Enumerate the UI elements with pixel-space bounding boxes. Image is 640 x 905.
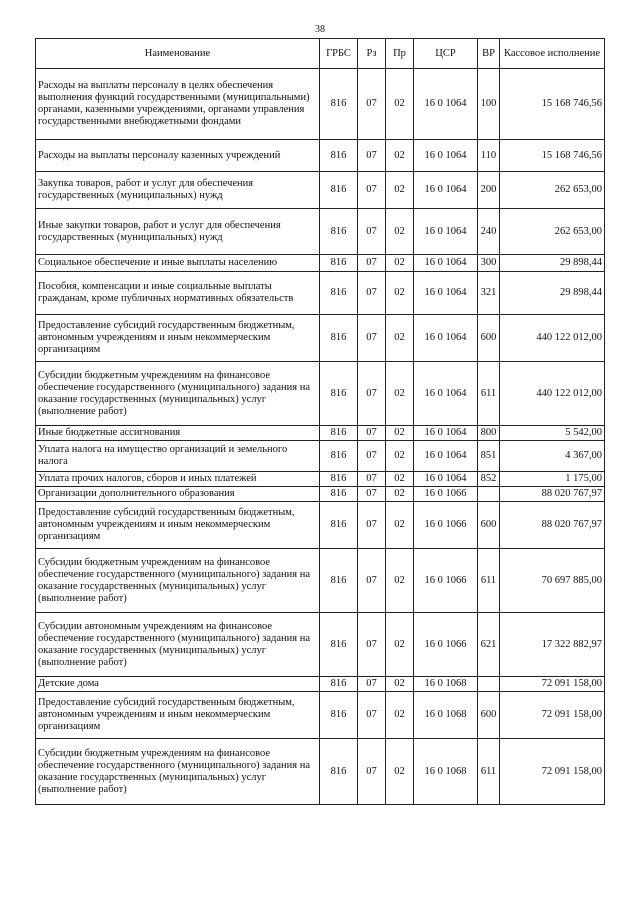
cell-amount: 70 697 885,00 [500,549,605,613]
cell-rz: 07 [358,140,386,172]
cell-name: Субсидии бюджетным учреждениям на финансовое обеспечение государственного (муниципального) задания на оказание государственных (муниципальных) услуг (выполнение работ) [36,739,320,805]
cell-amount: 15 168 746,56 [500,69,605,140]
cell-vr: 321 [478,272,500,315]
cell-vr: 611 [478,362,500,426]
cell-amount: 17 322 882,97 [500,613,605,677]
header-rz: Рз [358,39,386,69]
cell-vr: 240 [478,209,500,255]
cell-pr: 02 [386,140,414,172]
cell-pr: 02 [386,172,414,209]
cell-csr: 16 0 1068 [414,677,478,692]
cell-csr: 16 0 1064 [414,426,478,441]
cell-grbs: 816 [320,472,358,487]
cell-name: Предоставление субсидий государственным бюджетным, автономным учреждениям и иным некоммерческим организациям [36,692,320,739]
cell-csr: 16 0 1064 [414,140,478,172]
cell-grbs: 816 [320,69,358,140]
cell-csr: 16 0 1064 [414,172,478,209]
cell-rz: 07 [358,426,386,441]
cell-rz: 07 [358,677,386,692]
table-row [36,140,605,172]
table-row [36,172,605,209]
cell-pr: 02 [386,472,414,487]
header-amount: Кассовое исполнение [500,39,605,69]
cell-name: Пособия, компенсации и иные социальные выплаты гражданам, кроме публичных нормативных обязательств [36,272,320,315]
table-row [36,549,605,613]
table-row [36,255,605,272]
cell-rz: 07 [358,315,386,362]
cell-grbs: 816 [320,487,358,502]
cell-name: Уплата прочих налогов, сборов и иных платежей [36,472,320,487]
cell-csr: 16 0 1066 [414,502,478,549]
cell-vr: 300 [478,255,500,272]
header-csr: ЦСР [414,39,478,69]
cell-pr: 02 [386,549,414,613]
cell-vr: 800 [478,426,500,441]
table-row [36,472,605,487]
cell-grbs: 816 [320,739,358,805]
cell-pr: 02 [386,272,414,315]
cell-pr: 02 [386,613,414,677]
cell-csr: 16 0 1064 [414,472,478,487]
table-row [36,69,605,140]
table-row [36,362,605,426]
table-row [36,677,605,692]
cell-pr: 02 [386,739,414,805]
cell-amount: 4 367,00 [500,441,605,472]
cell-vr: 851 [478,441,500,472]
cell-rz: 07 [358,209,386,255]
cell-name: Субсидии бюджетным учреждениям на финансовое обеспечение государственного (муниципального) задания на оказание государственных (муниципальных) услуг (выполнение работ) [36,549,320,613]
cell-csr: 16 0 1064 [414,315,478,362]
cell-csr: 16 0 1064 [414,69,478,140]
cell-name: Предоставление субсидий государственным бюджетным, автономным учреждениям и иным некоммерческим организациям [36,502,320,549]
cell-rz: 07 [358,255,386,272]
cell-name: Расходы на выплаты персоналу в целях обеспечения выполнения функций государственными (муниципальными) органами, казенными учреждениями, органами управления государственными внебюджетными фондами [36,69,320,140]
cell-rz: 07 [358,502,386,549]
cell-csr: 16 0 1064 [414,209,478,255]
cell-pr: 02 [386,692,414,739]
cell-vr [478,677,500,692]
cell-amount: 440 122 012,00 [500,315,605,362]
cell-vr: 611 [478,739,500,805]
cell-csr: 16 0 1064 [414,255,478,272]
cell-name: Субсидии бюджетным учреждениям на финансовое обеспечение государственного (муниципального) задания на оказание государственных (муниципальных) услуг (выполнение работ) [36,362,320,426]
cell-vr: 852 [478,472,500,487]
cell-rz: 07 [358,613,386,677]
header-pr: Пр [386,39,414,69]
cell-grbs: 816 [320,677,358,692]
cell-amount: 72 091 158,00 [500,739,605,805]
cell-grbs: 816 [320,362,358,426]
table-row [36,272,605,315]
cell-pr: 02 [386,315,414,362]
cell-amount: 29 898,44 [500,255,605,272]
cell-rz: 07 [358,69,386,140]
header-vr: ВР [478,39,500,69]
cell-csr: 16 0 1064 [414,362,478,426]
table-row [36,441,605,472]
cell-grbs: 816 [320,140,358,172]
cell-amount: 72 091 158,00 [500,692,605,739]
cell-csr: 16 0 1064 [414,441,478,472]
cell-grbs: 816 [320,502,358,549]
cell-amount: 88 020 767,97 [500,487,605,502]
cell-csr: 16 0 1068 [414,739,478,805]
cell-vr: 100 [478,69,500,140]
cell-csr: 16 0 1064 [414,272,478,315]
cell-rz: 07 [358,487,386,502]
cell-csr: 16 0 1066 [414,613,478,677]
table-row [36,315,605,362]
budget-table [35,38,605,805]
cell-amount: 29 898,44 [500,272,605,315]
cell-csr: 16 0 1068 [414,692,478,739]
table-row [36,209,605,255]
cell-csr: 16 0 1066 [414,549,478,613]
cell-pr: 02 [386,209,414,255]
cell-pr: 02 [386,255,414,272]
cell-name: Социальное обеспечение и иные выплаты населению [36,255,320,272]
cell-pr: 02 [386,502,414,549]
cell-grbs: 816 [320,315,358,362]
cell-rz: 07 [358,739,386,805]
cell-rz: 07 [358,472,386,487]
cell-name: Иные бюджетные ассигнования [36,426,320,441]
cell-pr: 02 [386,677,414,692]
cell-rz: 07 [358,549,386,613]
cell-grbs: 816 [320,441,358,472]
cell-grbs: 816 [320,549,358,613]
cell-pr: 02 [386,362,414,426]
cell-amount: 72 091 158,00 [500,677,605,692]
cell-name: Уплата налога на имущество организаций и земельного налога [36,441,320,472]
cell-name: Закупка товаров, работ и услуг для обеспечения государственных (муниципальных) нужд [36,172,320,209]
header-name: Наименование [36,39,320,69]
cell-csr: 16 0 1066 [414,487,478,502]
page-number: 38 [315,24,325,35]
cell-vr: 110 [478,140,500,172]
cell-amount: 5 542,00 [500,426,605,441]
cell-amount: 1 175,00 [500,472,605,487]
table-row [36,692,605,739]
cell-amount: 88 020 767,97 [500,502,605,549]
cell-grbs: 816 [320,172,358,209]
cell-grbs: 816 [320,209,358,255]
cell-vr: 621 [478,613,500,677]
cell-amount: 15 168 746,56 [500,140,605,172]
cell-grbs: 816 [320,426,358,441]
cell-name: Расходы на выплаты персоналу казенных учреждений [36,140,320,172]
cell-name: Детские дома [36,677,320,692]
cell-rz: 07 [358,362,386,426]
cell-rz: 07 [358,272,386,315]
cell-amount: 440 122 012,00 [500,362,605,426]
table-row [36,613,605,677]
cell-rz: 07 [358,692,386,739]
cell-vr: 600 [478,502,500,549]
cell-grbs: 816 [320,255,358,272]
cell-vr: 600 [478,692,500,739]
header-row [36,39,605,69]
header-grbs: ГРБС [320,39,358,69]
table-row [36,502,605,549]
table-row [36,487,605,502]
cell-pr: 02 [386,69,414,140]
table-row [36,739,605,805]
cell-grbs: 816 [320,613,358,677]
cell-vr: 600 [478,315,500,362]
cell-name: Организации дополнительного образования [36,487,320,502]
cell-vr: 611 [478,549,500,613]
cell-amount: 262 653,00 [500,172,605,209]
cell-pr: 02 [386,441,414,472]
cell-name: Иные закупки товаров, работ и услуг для обеспечения государственных (муниципальных) нужд [36,209,320,255]
cell-pr: 02 [386,426,414,441]
cell-vr [478,487,500,502]
cell-name: Предоставление субсидий государственным бюджетным, автономным учреждениям и иным некоммерческим организациям [36,315,320,362]
cell-pr: 02 [386,487,414,502]
cell-grbs: 816 [320,692,358,739]
cell-name: Субсидии автономным учреждениям на финансовое обеспечение государственного (муниципального) задания на оказание государственных (муниципальных) услуг (выполнение работ) [36,613,320,677]
cell-amount: 262 653,00 [500,209,605,255]
cell-rz: 07 [358,441,386,472]
table-row [36,426,605,441]
cell-vr: 200 [478,172,500,209]
cell-grbs: 816 [320,272,358,315]
cell-rz: 07 [358,172,386,209]
